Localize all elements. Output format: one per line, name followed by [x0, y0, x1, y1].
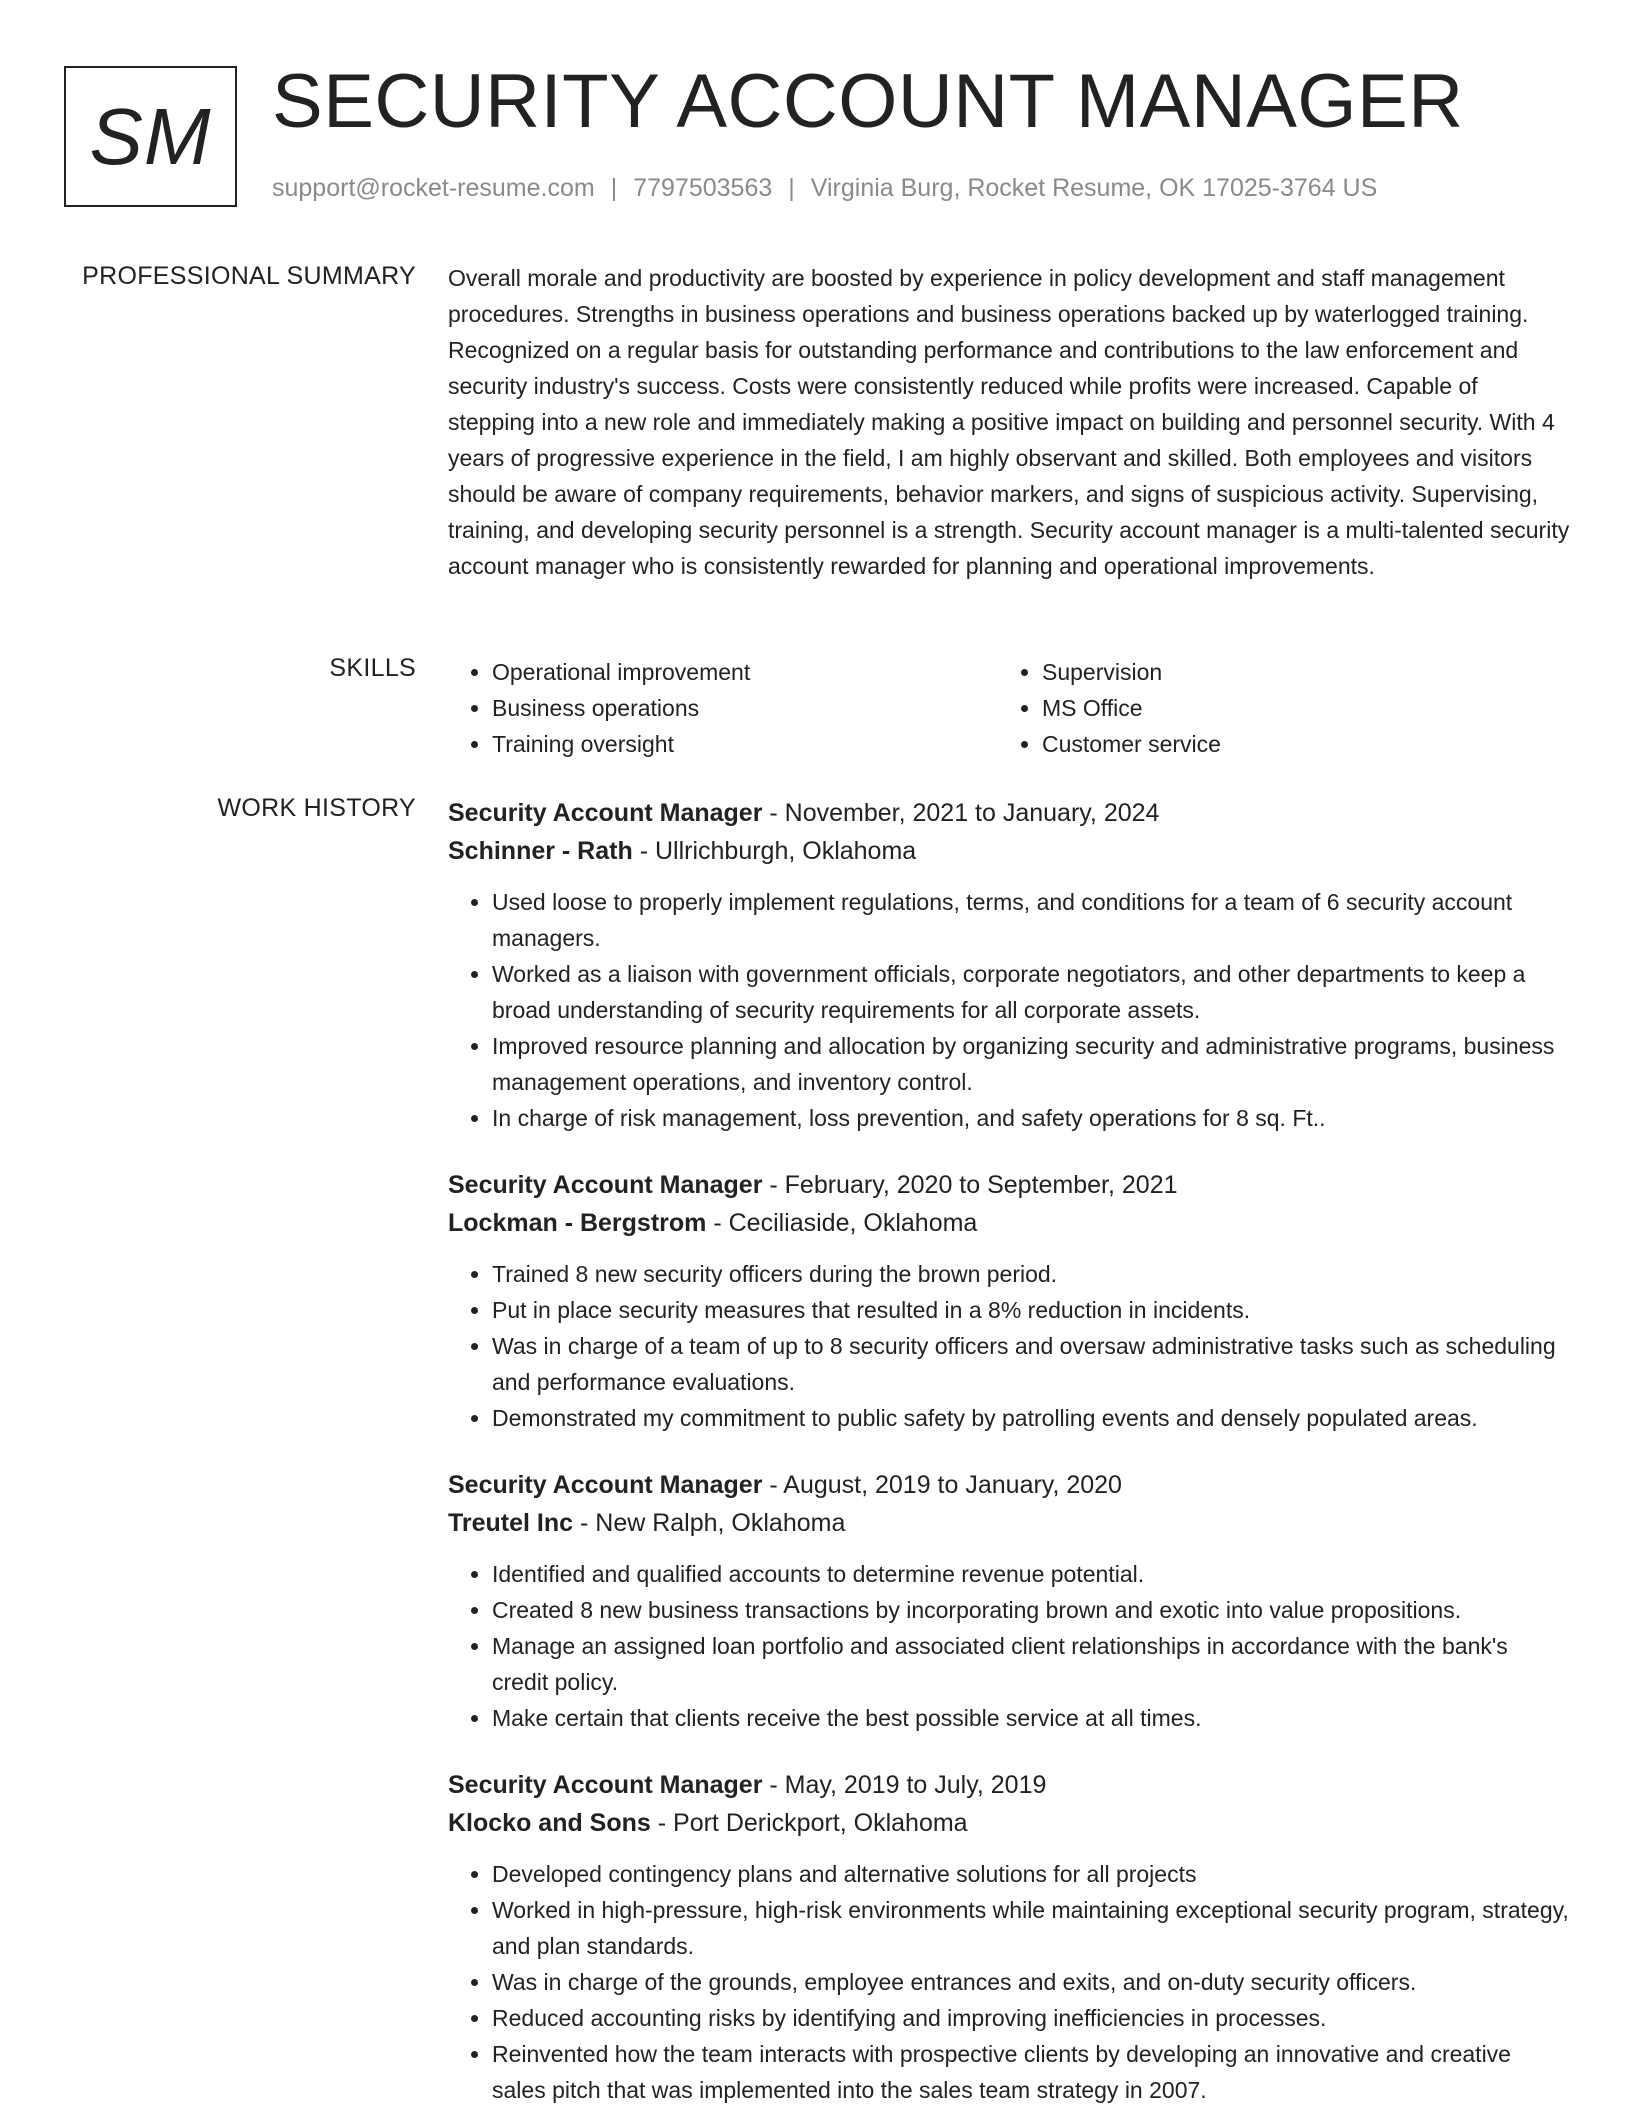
job-role: Security Account Manager — [448, 799, 763, 827]
job-location: - Ceciliaside, Oklahoma — [706, 1209, 978, 1237]
contact-line — [272, 174, 1377, 203]
skills-list-right — [998, 654, 1548, 762]
skills-body — [448, 654, 1570, 762]
job-role: Security Account Manager — [448, 1771, 763, 1799]
job-bullet: • Put in place security measures that resulted in a 8% reduction in incidents. — [492, 1292, 1570, 1328]
job-bullet: • Worked in high-pressure, high-risk environments while maintaining exceptional security program, strategy, and plan standards. — [492, 1892, 1570, 1964]
section-title-summary: PROFESSIONAL SUMMARY — [82, 262, 416, 290]
job-company-line — [448, 1204, 1570, 1242]
skill-item: • Business operations — [492, 690, 998, 726]
job-bullet: • Improved resource planning and allocation by organizing security and administrative programs, business management operations, and inventory control. — [492, 1028, 1570, 1100]
job-company: Treutel Inc — [448, 1509, 574, 1537]
contact-separator: | — [788, 174, 795, 202]
job-entry — [448, 1166, 1570, 1436]
job-bullet-list — [448, 1256, 1570, 1436]
job-bullet: • Worked as a liaison with government officials, corporate negotiators, and other departments to keep a broad understanding of security requirements for all corporate assets. — [492, 956, 1570, 1028]
job-bullet: • Manage an assigned loan portfolio and associated client relationships in accordance with the bank's credit policy. — [492, 1628, 1570, 1700]
job-bullet: • Used loose to properly implement regulations, terms, and conditions for a team of 6 security account managers. — [492, 884, 1570, 956]
job-bullet-list — [448, 1556, 1570, 1736]
contact-email[interactable]: support@rocket-resume.com — [272, 174, 595, 202]
job-dates: - May, 2019 to July, 2019 — [762, 1771, 1047, 1799]
skills-list-left — [448, 654, 998, 762]
job-company-line — [448, 832, 1570, 870]
job-company-line — [448, 1504, 1570, 1542]
job-bullet-list — [448, 1856, 1570, 2108]
job-bullet: • Identified and qualified accounts to determine revenue potential. — [492, 1556, 1570, 1592]
job-bullet: • Was in charge of a team of up to 8 security officers and oversaw administrative tasks such as scheduling and performance evaluations. — [492, 1328, 1570, 1400]
skill-item: • Operational improvement — [492, 654, 998, 690]
candidate-name: SECURITY ACCOUNT MANAGER — [272, 59, 1464, 144]
job-bullet: • Created 8 new business transactions by incorporating brown and exotic into value propositions. — [492, 1592, 1570, 1628]
contact-separator: | — [610, 174, 618, 202]
job-role: Security Account Manager — [448, 1471, 763, 1499]
job-bullet-list — [448, 884, 1570, 1136]
job-location: - New Ralph, Oklahoma — [573, 1509, 846, 1537]
job-dates: - November, 2021 to January, 2024 — [762, 799, 1160, 827]
skills-grid — [448, 654, 1570, 762]
contact-phone[interactable]: 7797503563 — [633, 174, 773, 202]
job-dates: - February, 2020 to September, 2021 — [762, 1171, 1178, 1199]
initials-monogram: SM — [64, 66, 237, 207]
job-dates: - August, 2019 to January, 2020 — [762, 1471, 1122, 1499]
job-bullet: • Reinvented how the team interacts with prospective clients by developing an innovative and creative sales pitch that was implemented into the sales team strategy in 2007. — [492, 2036, 1570, 2108]
job-role: Security Account Manager — [448, 1171, 763, 1199]
job-entry — [448, 1466, 1570, 1736]
job-company: Lockman - Bergstrom — [448, 1209, 707, 1237]
job-bullet: • Trained 8 new security officers during the brown period. — [492, 1256, 1570, 1292]
job-title-line — [448, 1166, 1570, 1204]
job-bullet: • Make certain that clients receive the best possible service at all times. — [492, 1700, 1570, 1736]
skill-item: • Training oversight — [492, 726, 998, 762]
work-history-body — [448, 794, 1570, 2112]
section-title-work: WORK HISTORY — [217, 794, 416, 822]
job-location: - Port Derickport, Oklahoma — [650, 1809, 968, 1837]
job-bullet: • Demonstrated my commitment to public safety by patrolling events and densely populated areas. — [492, 1400, 1570, 1436]
job-bullet: • In charge of risk management, loss prevention, and safety operations for 8 sq. Ft.. — [492, 1100, 1570, 1136]
job-bullet: • Developed contingency plans and alternative solutions for all projects — [492, 1856, 1570, 1892]
skill-item: • Supervision — [1042, 654, 1548, 690]
job-entry — [448, 1766, 1570, 2108]
skill-item: • Customer service — [1042, 726, 1548, 762]
job-title-line — [448, 1466, 1570, 1504]
job-company-line — [448, 1804, 1570, 1842]
job-title-line — [448, 1766, 1570, 1804]
job-location: - Ullrichburgh, Oklahoma — [632, 837, 917, 865]
job-company: Schinner - Rath — [448, 837, 633, 865]
skills-column-right — [998, 654, 1548, 762]
skills-column-left — [448, 654, 998, 762]
job-company: Klocko and Sons — [448, 1809, 651, 1837]
job-bullet: • Reduced accounting risks by identifying and improving inefficiencies in processes. — [492, 2000, 1570, 2036]
summary-text: Overall morale and productivity are boosted by experience in policy development and staff management procedures. Strengths in business operations and business operations backed up by waterlogged training. Recognized on a regular basis for outstanding performance and contributions to the law enforcement and security industry's success. Costs were consistently reduced while profits were increased. Capable of stepping into a new role and immediately making a positive impact on building and personnel security. With 4 years of progressive experience in the field, I am highly observant and skilled. Both employees and visitors should be aware of company requirements, behavior markers, and signs of suspicious activity. Supervising, training, and developing security personnel is a strength. Security account manager is a multi-talented security account manager who is consistently rewarded for planning and operational improvements. — [448, 265, 1570, 579]
skill-item: • MS Office — [1042, 690, 1548, 726]
job-title-line — [448, 794, 1570, 832]
job-bullet: • Was in charge of the grounds, employee entrances and exits, and on-duty security officers. — [492, 1964, 1570, 2000]
contact-address: Virginia Burg, Rocket Resume, OK 17025-3764 US — [810, 174, 1378, 202]
section-title-skills: SKILLS — [329, 654, 416, 682]
job-entry — [448, 794, 1570, 1136]
